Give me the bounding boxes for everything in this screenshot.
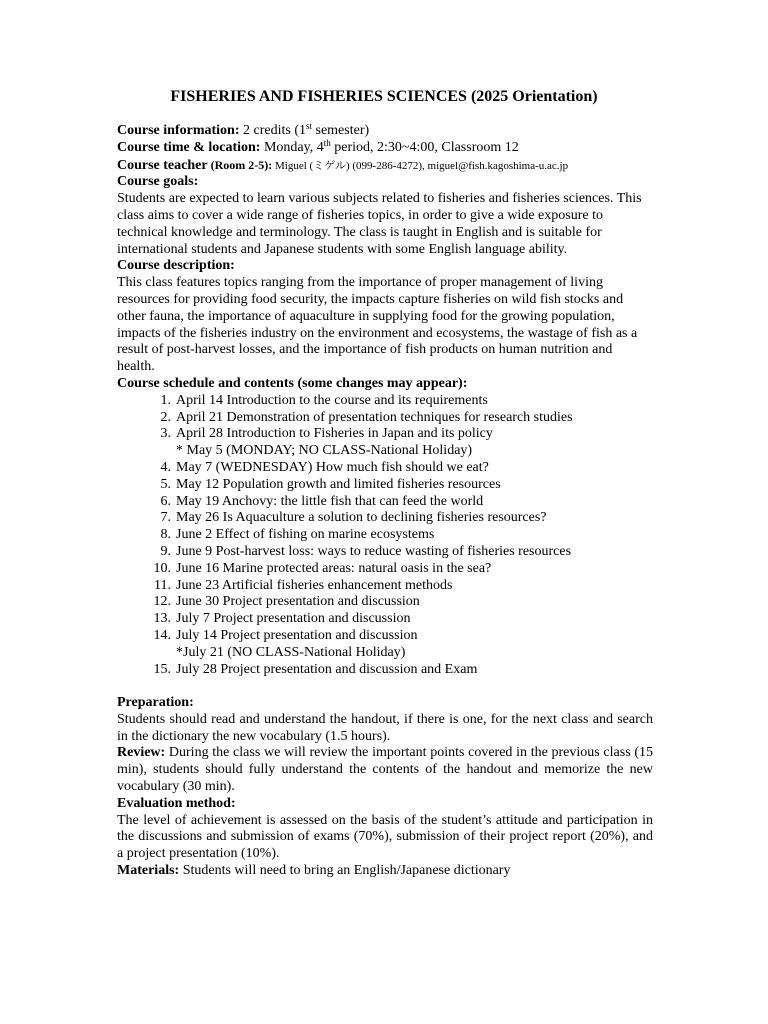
schedule-item-number: 10.: [153, 560, 171, 576]
course-time-line: [117, 137, 653, 157]
schedule-item: [117, 410, 653, 427]
course-information-post: semester): [312, 123, 370, 138]
schedule-item: [117, 494, 653, 511]
materials-text: Students will need to bring an English/Japanese dictionary: [179, 863, 511, 879]
schedule-item-number: 15.: [153, 661, 171, 677]
document-body: [117, 123, 653, 880]
schedule-item: [117, 662, 653, 679]
schedule-item-number: 8.: [160, 527, 171, 543]
schedule-item: [117, 477, 653, 494]
course-description-heading: Course description:: [117, 258, 235, 274]
review-text: During the class we will review the important points covered in the previous class (15 min), students should fully understand the contents of the handout and memorize the new vocabulary (30 min).: [117, 745, 653, 795]
schedule-item-text: July 28 Project presentation and discussion and Exam: [176, 661, 478, 677]
course-goals-heading: Course goals:: [117, 174, 199, 190]
schedule-item-number: 1.: [160, 392, 171, 408]
schedule-item-text: July 14 Project presentation and discussion: [176, 627, 418, 643]
course-teacher-details: Miguel (ミゲル) (099-286-4272), miguel@fish.kagoshima-u.ac.jp: [272, 159, 569, 172]
schedule-item-number: 9.: [160, 543, 171, 559]
schedule-item: [117, 578, 653, 595]
schedule-item: [117, 611, 653, 628]
schedule-item-number: 5.: [160, 476, 171, 492]
preparation-heading: Preparation:: [117, 695, 194, 711]
course-description-text: This class features topics ranging from the importance of proper management of living resources for providing food security, the impacts capture fisheries on wild fish stocks and other fauna, the importance of aquaculture in supplying food for the growing population, impacts of the fisheries industry on the environment and ecosystems, the wastage of fish as a result of post-harvest losses, and the importance of fish products on human nutrition and health.: [117, 275, 638, 375]
course-information-label: Course information:: [117, 123, 240, 138]
schedule-item-number: 14.: [153, 627, 171, 643]
course-time-label: Course time & location:: [117, 139, 261, 155]
schedule-item-number: 12.: [153, 594, 171, 610]
course-information-pre: 2 credits (1: [239, 123, 306, 138]
schedule-item-number: 11.: [154, 577, 171, 593]
schedule-list: [117, 393, 653, 679]
schedule-item-text: June 9 Post-harvest loss: ways to reduce wasting of fisheries resources: [176, 543, 572, 559]
course-information-sup: st: [305, 121, 312, 131]
schedule-item-number: 2.: [160, 409, 171, 425]
course-schedule-heading: Course schedule and contents (some changes may appear):: [117, 375, 468, 391]
course-teacher-label: Course teacher: [117, 157, 208, 173]
schedule-item-number: 13.: [153, 611, 171, 627]
schedule-item-text: April 14 Introduction to the course and its requirements: [176, 392, 488, 408]
course-teacher-line: [117, 157, 653, 175]
review-label: Review:: [117, 745, 166, 761]
materials-label: Materials:: [117, 863, 180, 879]
schedule-item: [117, 510, 653, 527]
course-teacher-room: (Room 2-5):: [207, 157, 273, 172]
schedule-item: [117, 628, 653, 645]
schedule-item: [117, 527, 653, 544]
course-goals-text: Students are expected to learn various subjects related to fisheries and fisheries sciences. This class aims to cover a wide range of fisheries topics, in order to give a wide exposure to technical knowledge and terminology. The class is taught in English and is suitable for international students and Japanese students with some English language ability.: [117, 191, 642, 257]
course-time-pre: Monday, 4: [260, 139, 324, 155]
schedule-item: [117, 393, 653, 410]
schedule-item: [117, 561, 653, 578]
schedule-item-text: May 7 (WEDNESDAY) How much fish should we eat?: [176, 459, 489, 475]
schedule-item: [117, 460, 653, 477]
schedule-item-text: June 16 Marine protected areas: natural oasis in the sea?: [176, 560, 492, 576]
schedule-note-holiday-july21: *July 21 (NO CLASS-National Holiday): [176, 644, 406, 660]
schedule-item-number: 4.: [160, 459, 171, 475]
schedule-item: [117, 426, 653, 443]
schedule-item-text: June 2 Effect of fishing on marine ecosystems: [176, 527, 435, 543]
course-information-line: [117, 123, 653, 140]
evaluation-text: The level of achievement is assessed on the basis of the student’s attitude and participation in the discussions and submission of exams (70%), submission of their project report (20%), and a project presentation (10%).: [117, 812, 653, 862]
schedule-item-text: May 26 Is Aquaculture a solution to declining fisheries resources?: [176, 510, 547, 526]
evaluation-heading: Evaluation method:: [117, 795, 236, 811]
schedule-item-text: July 7 Project presentation and discussion: [176, 611, 411, 627]
schedule-item-text: June 30 Project presentation and discussion: [176, 594, 420, 610]
preparation-text: Students should read and understand the handout, if there is one, for the next class and search in the dictionary the new vocabulary (1.5 hours).: [117, 711, 653, 744]
course-time-post: period, 2:30~4:00, Classroom 12: [330, 139, 519, 155]
schedule-item-number: 3.: [160, 426, 171, 442]
schedule-item-text: May 19 Anchovy: the little fish that can feed the world: [176, 493, 484, 509]
schedule-item-number: 6.: [160, 493, 171, 509]
review-paragraph: [117, 745, 653, 795]
schedule-note-holiday-may5: * May 5 (MONDAY; NO CLASS-National Holiday): [176, 443, 473, 459]
schedule-item-text: April 28 Introduction to Fisheries in Japan and its policy: [176, 426, 493, 442]
materials-line: [117, 863, 653, 880]
section-spacer: [117, 678, 653, 695]
schedule-item: [117, 544, 653, 561]
schedule-item-text: June 23 Artificial fisheries enhancement methods: [176, 577, 453, 593]
page-title: FISHERIES AND FISHERIES SCIENCES (2025 Orientation): [170, 88, 598, 105]
schedule-item-number: 7.: [160, 510, 171, 526]
course-time-sup: th: [323, 137, 331, 148]
schedule-item-text: May 12 Population growth and limited fisheries resources: [176, 476, 501, 492]
schedule-item-text: April 21 Demonstration of presentation techniques for research studies: [176, 409, 573, 425]
schedule-item: [117, 594, 653, 611]
